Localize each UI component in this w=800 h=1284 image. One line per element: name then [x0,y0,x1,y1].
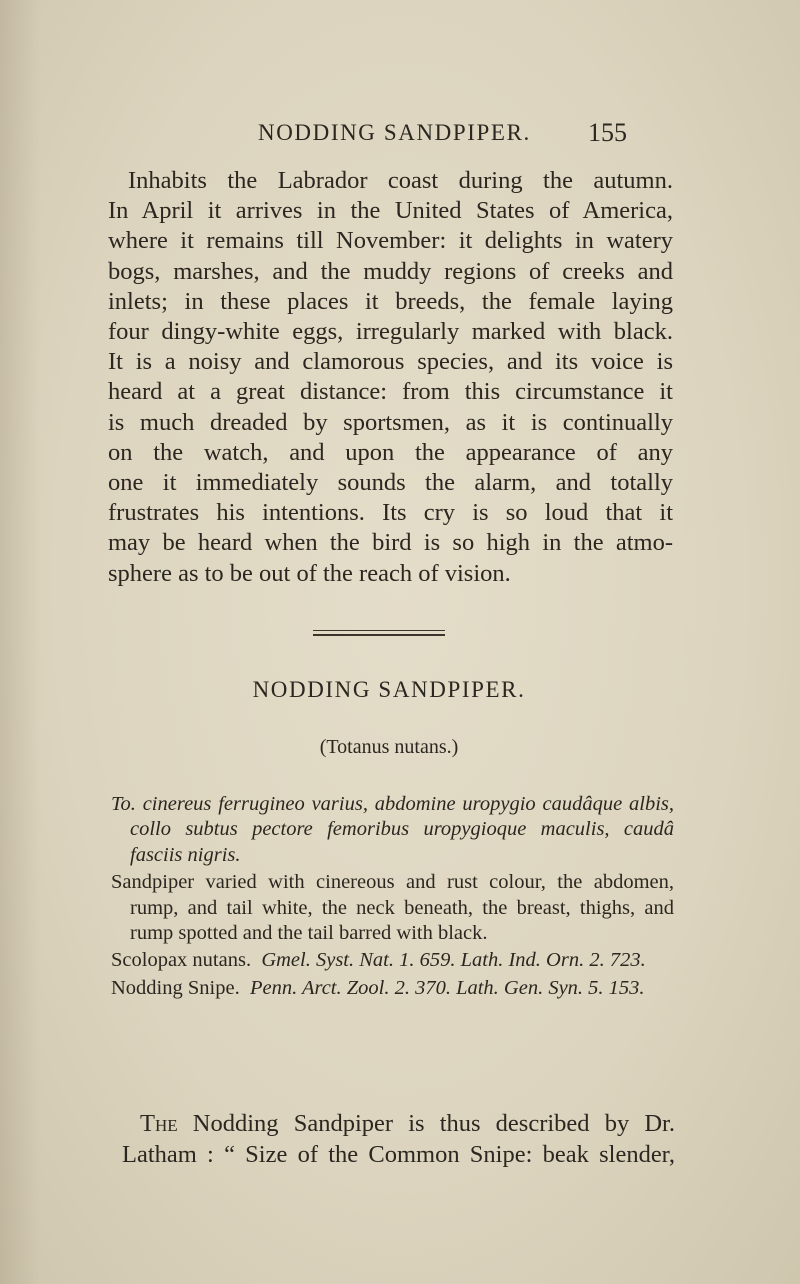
text-line: Latham : “ Size of the Common Snipe: beak slender, [122,1140,675,1168]
gutter-shadow [0,0,40,1284]
text-line: may be heard when the bird is so high in the atmo- [108,529,673,557]
text-line: In April it arrives in the United States of America, [108,197,673,225]
text-line: bogs, marshes, and the muddy regions of creeks and [108,257,673,285]
text-line: four dingy-white eggs, irregularly marked with black. [108,318,673,346]
text-line: It is a noisy and clamorous species, and its voice is [108,348,673,376]
synonym-sources: Gmel. Syst. Nat. 1. 659. Lath. Ind. Orn. 2. 723. [261,949,646,972]
synonym-reference [111,976,674,1001]
synonym-name: Nodding Snipe. [111,976,240,999]
scientific-name [0,736,800,759]
synonymy-block [111,792,674,1003]
page-number: 155 [588,118,627,147]
text-line [122,1109,675,1140]
scientific-name-text: (Totanus nutans.) [319,736,459,758]
lead-word: The [140,1110,178,1137]
section-divider-thin [313,630,445,631]
synonym-reference [111,948,674,973]
line-text: Nodding Sandpiper is thus described by Dr. [177,1110,675,1137]
running-head [0,120,800,160]
text-line: on the watch, and upon the appearance of any [108,438,673,466]
synonym-sources: Penn. Arct. Zool. 2. 370. Lath. Gen. Syn. 5. 153. [249,976,645,999]
text-line: heard at a great distance: from this circumstance it [108,378,673,406]
latin-diagnosis-text: To. cinereus ferrugineo varius, abdomine uropygio caudâque albis, collo subtus pectore femoribus uropygioque maculis, caudâ fasciis nigris. [111,793,674,866]
text-line: inlets; in these places it breeds, the female laying [108,287,673,315]
body-paragraph-2 [122,1109,675,1170]
body-paragraph-1 [108,166,673,589]
text-line: is much dreaded by sportsmen, as it is continually [108,408,673,436]
section-divider-thick [313,634,445,636]
text-line: frustrates his intentions. Its cry is so loud that it [108,499,673,527]
synonym-name: Scolopax nutans. [111,949,252,972]
running-title: NODDING SANDPIPER. [258,120,531,145]
latin-diagnosis [111,792,674,868]
text-line: one it immediately sounds the alarm, and totally [108,469,673,497]
text-line: sphere as to be out of the reach of vision. [108,559,511,587]
english-description: Sandpiper varied with cinereous and rust colour, the abdomen, rump, and tail white, the neck beneath, the breast, thighs, and rump spotted and the tail barred with black. [111,871,674,945]
text-line: where it remains till November: it delights in watery [108,227,673,255]
section-title-text: NODDING SANDPIPER. [252,677,526,702]
section-heading [0,677,800,703]
text-line: Inhabits the Labrador coast during the autumn. [128,167,673,194]
